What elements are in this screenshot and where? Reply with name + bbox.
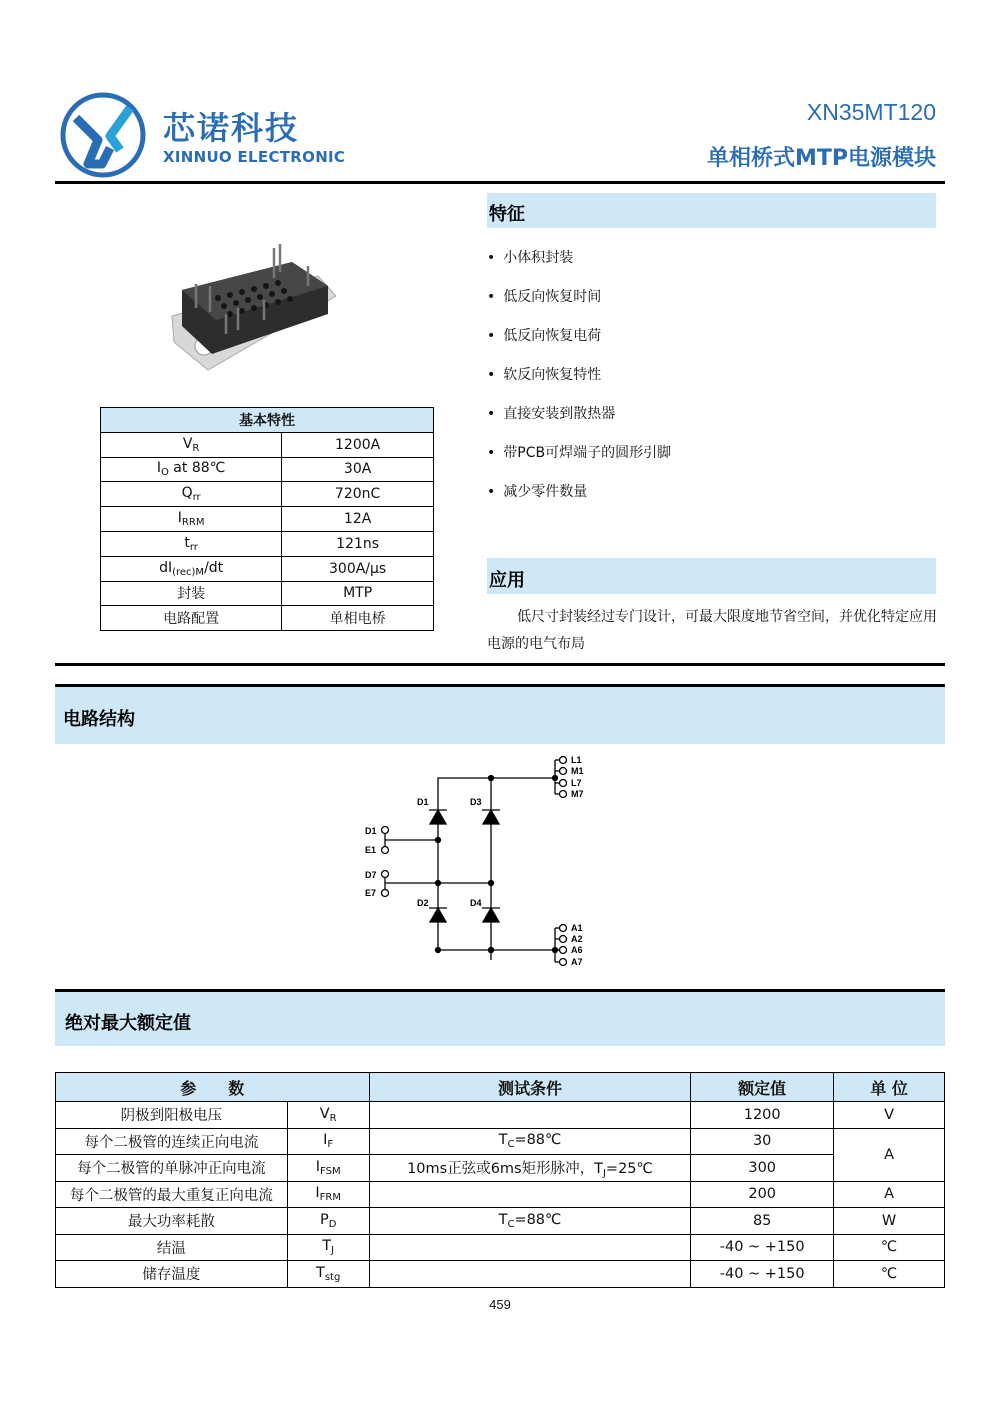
brand-name-en: XINNUO ELECTRONIC xyxy=(163,148,346,166)
rating-name: 阴极到阳极电压 xyxy=(56,1102,288,1129)
symbol-sub: F xyxy=(327,1139,334,1151)
circuit-header xyxy=(55,684,945,744)
pin-a1: A1 xyxy=(571,923,583,933)
features-header xyxy=(487,193,936,228)
rating-condition xyxy=(369,1181,691,1208)
col-value: 额定值 xyxy=(691,1073,834,1102)
pin-a2: A2 xyxy=(571,934,583,944)
label-d4: D4 xyxy=(470,898,482,908)
ratings-row xyxy=(56,1234,945,1261)
rating-condition xyxy=(369,1234,691,1261)
ratings-row xyxy=(56,1261,945,1288)
symbol-main: P xyxy=(319,1211,329,1228)
rating-condition xyxy=(369,1102,691,1129)
basic-table-row xyxy=(101,432,434,457)
label-d2: D2 xyxy=(417,898,429,908)
features-title: 特征 xyxy=(489,204,525,225)
rating-symbol xyxy=(287,1208,369,1235)
pin-m1: M1 xyxy=(571,766,584,776)
param-suffix: at 88℃ xyxy=(168,460,226,477)
symbol-main: I xyxy=(323,1132,328,1149)
basic-table-row xyxy=(101,457,434,482)
rating-value: 300 xyxy=(691,1155,834,1182)
symbol-main: I xyxy=(315,1158,321,1175)
rating-symbol xyxy=(287,1128,369,1155)
param-suffix: /dt xyxy=(204,559,224,576)
company-logo xyxy=(58,90,148,180)
basic-value: MTP xyxy=(282,581,434,606)
pin-e1: E1 xyxy=(365,845,377,855)
symbol-sub: FSM xyxy=(320,1165,341,1177)
pin-m7: M7 xyxy=(571,789,584,799)
cond-sub: C xyxy=(507,1139,515,1151)
symbol-main: T xyxy=(315,1264,325,1281)
cond-main: T xyxy=(498,1132,508,1149)
rating-unit: A xyxy=(834,1128,945,1181)
ratings-row xyxy=(56,1128,945,1155)
rating-name: 结温 xyxy=(56,1234,288,1261)
basic-value: 121ns xyxy=(282,531,434,556)
ratings-row xyxy=(56,1155,945,1182)
ratings-row xyxy=(56,1102,945,1129)
rating-value: -40 ~ +150 xyxy=(691,1261,834,1288)
application-title: 应用 xyxy=(489,570,525,591)
pin-a7: A7 xyxy=(571,957,583,967)
param-subscript: rr xyxy=(189,541,198,553)
symbol-sub: D xyxy=(328,1218,337,1230)
features-list xyxy=(487,247,671,520)
ratings-header xyxy=(55,989,945,1046)
cond-sub: J xyxy=(602,1167,606,1179)
rating-value: 1200 xyxy=(691,1102,834,1129)
basic-param xyxy=(101,531,282,556)
symbol-main: I xyxy=(315,1185,320,1202)
pin-a6: A6 xyxy=(571,945,583,955)
application-header xyxy=(487,558,936,594)
rating-symbol xyxy=(287,1155,369,1182)
ratings-table xyxy=(55,1072,945,1288)
basic-table-row xyxy=(101,531,434,556)
rating-condition xyxy=(369,1128,691,1155)
ratings-row xyxy=(56,1208,945,1235)
symbol-main: T xyxy=(322,1238,332,1255)
rating-symbol xyxy=(287,1102,369,1129)
header-divider xyxy=(55,181,945,184)
feature-item: • 低反向恢复电荷 xyxy=(487,325,671,364)
param-subscript: (rec)M xyxy=(172,566,205,578)
feature-item: • 小体积封装 xyxy=(487,247,671,286)
label-d1: D1 xyxy=(417,797,429,807)
rating-unit: V xyxy=(834,1102,945,1129)
rating-value: 85 xyxy=(691,1208,834,1235)
circuit-title: 电路结构 xyxy=(63,709,135,730)
basic-value: 1200A xyxy=(282,432,434,457)
basic-table-row xyxy=(101,482,434,507)
application-text: 低尺寸封装经过专门设计，可最大限度地节省空间，并优化特定应用电源的电气布局 xyxy=(487,609,937,652)
param-subscript: O xyxy=(160,467,169,479)
symbol-sub: R xyxy=(329,1112,337,1124)
basic-param xyxy=(101,507,282,532)
rating-symbol xyxy=(287,1261,369,1288)
rating-name: 每个二极管的连续正向电流 xyxy=(56,1128,288,1155)
rating-value: 30 xyxy=(691,1128,834,1155)
basic-param xyxy=(101,606,282,631)
rating-symbol xyxy=(287,1181,369,1208)
rating-unit: A xyxy=(834,1181,945,1208)
param-symbol: dI xyxy=(159,559,173,576)
symbol-sub: FRM xyxy=(319,1192,341,1204)
pin-d1: D1 xyxy=(365,826,377,836)
symbol-sub: J xyxy=(331,1245,335,1257)
ratings-title: 绝对最大额定值 xyxy=(65,1013,191,1034)
symbol-main: V xyxy=(319,1105,330,1122)
basic-param xyxy=(101,482,282,507)
param-symbol: 电路配置 xyxy=(163,610,220,627)
cond-main: 10ms正弦或6ms矩形脉冲，T xyxy=(407,1160,603,1177)
section-divider xyxy=(55,663,945,666)
param-symbol: t xyxy=(184,534,190,551)
brand-name-cn: 芯诺科技 xyxy=(163,109,300,147)
pin-l1: L1 xyxy=(571,755,582,765)
basic-characteristics-table xyxy=(100,407,434,631)
basic-param xyxy=(101,457,282,482)
basic-table-row xyxy=(101,606,434,631)
rating-unit: ℃ xyxy=(834,1261,945,1288)
cond-rest: =25℃ xyxy=(605,1160,653,1177)
rating-symbol xyxy=(287,1234,369,1261)
col-condition: 测试条件 xyxy=(369,1073,691,1102)
feature-item: • 低反向恢复时间 xyxy=(487,286,671,325)
basic-value: 30A xyxy=(282,457,434,482)
rating-value: 200 xyxy=(691,1181,834,1208)
cond-main: T xyxy=(498,1211,508,1228)
pin-l7: L7 xyxy=(571,778,582,788)
param-subscript: RRM xyxy=(181,517,205,529)
param-symbol: I xyxy=(156,460,161,477)
rating-condition xyxy=(369,1208,691,1235)
rating-name: 每个二极管的最大重复正向电流 xyxy=(56,1181,288,1208)
param-symbol: I xyxy=(177,510,182,527)
param-subscript: rr xyxy=(192,492,201,504)
param-subscript: R xyxy=(192,442,200,454)
feature-item: • 直接安装到散热器 xyxy=(487,403,671,442)
param-symbol: Q xyxy=(181,485,193,502)
param-symbol: V xyxy=(182,435,193,452)
symbol-sub: stg xyxy=(324,1271,341,1283)
product-image xyxy=(168,238,340,380)
basic-table-row xyxy=(101,556,434,581)
feature-item: • 带PCB可焊端子的圆形引脚 xyxy=(487,442,671,481)
rating-value: -40 ~ +150 xyxy=(691,1234,834,1261)
col-unit: 单 位 xyxy=(834,1073,945,1102)
basic-value: 12A xyxy=(282,507,434,532)
basic-table-row xyxy=(101,581,434,606)
basic-table-row xyxy=(101,507,434,532)
rating-name: 储存温度 xyxy=(56,1261,288,1288)
basic-value: 300A/μs xyxy=(282,556,434,581)
circuit-diagram xyxy=(355,750,615,970)
rating-name: 最大功率耗散 xyxy=(56,1208,288,1235)
basic-value: 单相电桥 xyxy=(282,606,434,631)
basic-value: 720nC xyxy=(282,482,434,507)
rating-name: 每个二极管的单脉冲正向电流 xyxy=(56,1155,288,1182)
basic-param xyxy=(101,556,282,581)
rating-unit: W xyxy=(834,1208,945,1235)
page-number: 459 xyxy=(489,1297,511,1312)
basic-param xyxy=(101,432,282,457)
basic-param xyxy=(101,581,282,606)
label-d3: D3 xyxy=(470,797,482,807)
col-param: 参 数 xyxy=(56,1073,370,1102)
ratings-row xyxy=(56,1181,945,1208)
pin-d7: D7 xyxy=(365,870,377,880)
rating-unit: ℃ xyxy=(834,1234,945,1261)
rating-condition xyxy=(369,1261,691,1288)
cond-rest: =88℃ xyxy=(514,1211,562,1228)
rating-condition xyxy=(369,1155,691,1182)
feature-item: • 减少零件数量 xyxy=(487,481,671,520)
product-subtitle: 单相桥式MTP电源模块 xyxy=(706,146,936,171)
cond-rest: =88℃ xyxy=(514,1132,562,1149)
feature-item: • 软反向恢复特性 xyxy=(487,364,671,403)
basic-table-title: 基本特性 xyxy=(101,408,434,433)
param-symbol: 封装 xyxy=(177,585,206,602)
cond-sub: C xyxy=(507,1218,515,1230)
model-number: XN35MT120 xyxy=(806,99,936,125)
pin-e7: E7 xyxy=(365,888,377,898)
